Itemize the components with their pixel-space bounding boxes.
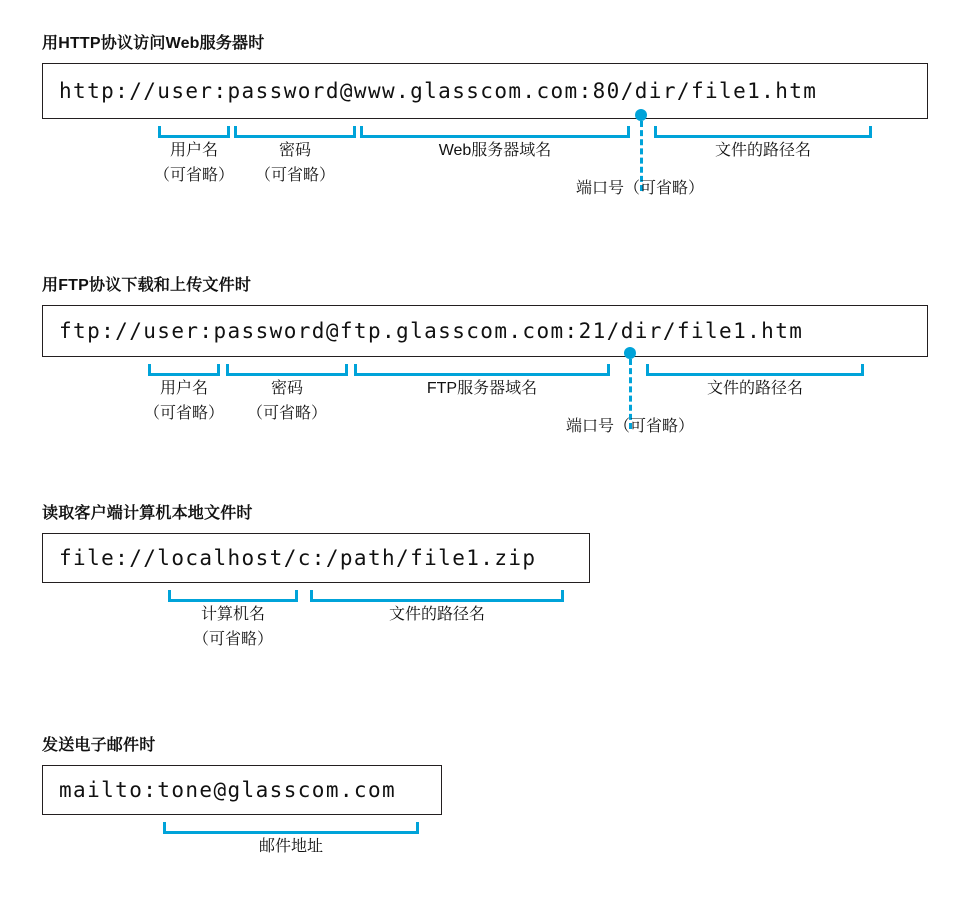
label-computer-name-line1: 计算机名 xyxy=(200,606,265,623)
bracket-password xyxy=(234,126,356,138)
label-path xyxy=(648,138,878,163)
section-ftp-url: ftp://user:password@ftp.glasscom.com:21/dir/file1.htm xyxy=(42,305,928,357)
section-http-url: http://user:password@www.glasscom.com:80/dir/file1.htm xyxy=(42,63,928,119)
label-username-line1: 用户名 xyxy=(159,380,208,397)
bracket-path xyxy=(310,590,564,602)
label-path-line1: 文件的路径名 xyxy=(388,606,485,623)
bracket-password xyxy=(226,364,348,376)
bracket-path xyxy=(646,364,864,376)
label-port xyxy=(520,176,760,201)
label-username-line1: 用户名 xyxy=(169,142,218,159)
port-dashed-line xyxy=(640,121,643,191)
section-ftp-annotations xyxy=(0,272,970,462)
bracket-computer-name xyxy=(168,590,298,602)
label-path-line1: 文件的路径名 xyxy=(714,142,811,159)
bracket-username xyxy=(158,126,230,138)
section-http-heading: 用HTTP协议访问Web服务器时 xyxy=(42,35,265,52)
label-mail-address-line1: 邮件地址 xyxy=(258,838,323,855)
section-file-url: file://localhost/c:/path/file1.zip xyxy=(42,533,590,583)
label-password-line2: （可省略） xyxy=(246,405,327,422)
label-mail-address xyxy=(176,834,406,859)
label-domain xyxy=(380,138,610,163)
section-ftp-heading: 用FTP协议下载和上传文件时 xyxy=(42,277,252,294)
bracket-domain xyxy=(354,364,610,376)
label-domain-line1: FTP服务器域名 xyxy=(426,380,538,397)
label-password xyxy=(217,376,357,426)
section-file xyxy=(0,500,970,648)
label-username xyxy=(124,138,264,188)
section-http-annotations xyxy=(0,30,970,220)
label-password-line1: 密码 xyxy=(278,142,311,159)
label-port xyxy=(510,414,750,439)
section-ftp xyxy=(0,272,970,435)
port-dashed-line xyxy=(629,359,632,429)
label-domain xyxy=(367,376,597,401)
label-computer-name xyxy=(163,602,303,652)
bracket-mail-address xyxy=(163,822,419,834)
label-port-line1: 端口号（可省略） xyxy=(565,418,694,435)
section-http xyxy=(0,30,970,197)
bracket-username xyxy=(148,364,220,376)
label-username xyxy=(114,376,254,426)
section-file-heading: 读取客户端计算机本地文件时 xyxy=(42,505,253,522)
bracket-domain xyxy=(360,126,630,138)
label-path xyxy=(322,602,552,627)
label-username-line2: （可省略） xyxy=(143,405,224,422)
label-domain-line1: Web服务器域名 xyxy=(438,142,552,159)
label-port-line1: 端口号（可省略） xyxy=(575,180,704,197)
label-computer-name-line2: （可省略） xyxy=(192,631,273,648)
label-username-line2: （可省略） xyxy=(153,167,234,184)
label-password-line1: 密码 xyxy=(270,380,303,397)
label-password-line2: （可省略） xyxy=(254,167,335,184)
section-mailto-url: mailto:tone@glasscom.com xyxy=(42,765,442,815)
label-path xyxy=(640,376,870,401)
bracket-path xyxy=(654,126,872,138)
label-password xyxy=(225,138,365,188)
label-path-line1: 文件的路径名 xyxy=(706,380,803,397)
section-mailto-heading: 发送电子邮件时 xyxy=(42,737,156,754)
section-mailto xyxy=(0,732,970,855)
